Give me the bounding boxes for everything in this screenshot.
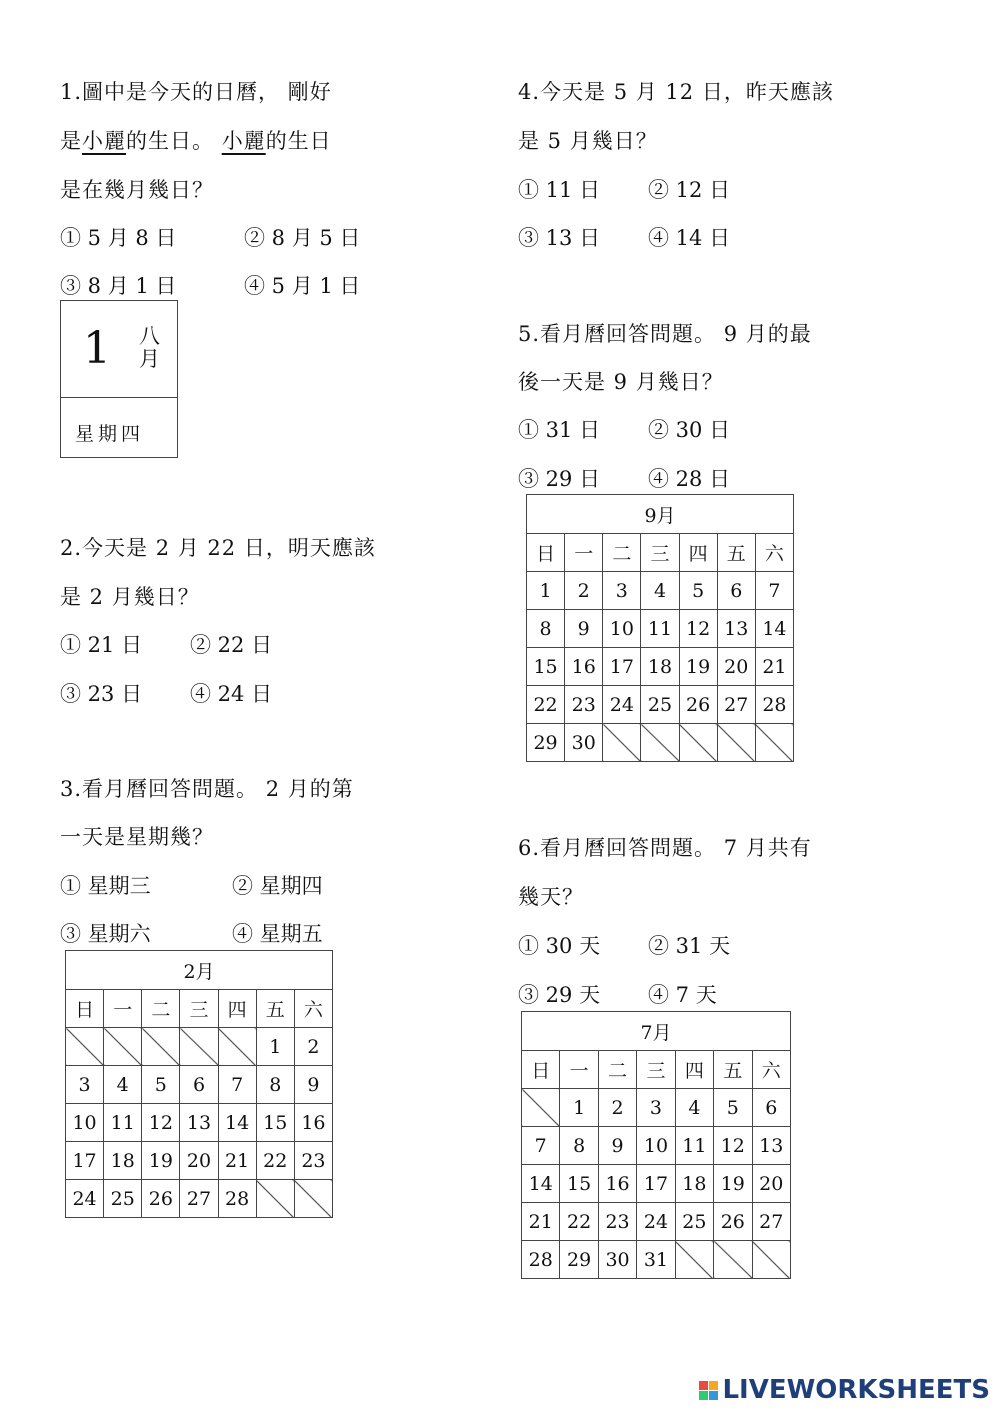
day-cell: 21 [522, 1203, 560, 1241]
q5-line1: 5.看月曆回答問題。 9 月的最 [518, 322, 812, 346]
weekday-header: 一 [565, 534, 603, 572]
empty-day-cell [717, 724, 755, 762]
q1-name-1: 小麗 [82, 129, 126, 153]
day-cell: 12 [714, 1127, 752, 1165]
day-cell: 2 [294, 1028, 332, 1066]
day-cell: 26 [679, 686, 717, 724]
q1-line1: 1.圖中是今天的日曆， 剛好 [60, 80, 332, 104]
day-cell: 7 [755, 572, 793, 610]
q2-option-3[interactable]: ③ 23 日 [60, 682, 143, 706]
q5-line2: 後一天是 9 月幾日？ [518, 370, 724, 394]
day-cell: 4 [104, 1066, 142, 1104]
day-cell: 25 [675, 1203, 713, 1241]
weekday-header: 日 [527, 534, 565, 572]
empty-day-cell [142, 1028, 180, 1066]
weekday-header: 二 [598, 1051, 636, 1089]
day-cell: 14 [755, 610, 793, 648]
q3-option-1[interactable]: ① 星期三 [60, 874, 151, 898]
day-cell: 24 [637, 1203, 675, 1241]
september-calendar [526, 494, 794, 762]
day-cell: 18 [675, 1165, 713, 1203]
liveworksheets-logo [699, 1375, 990, 1405]
q6-option-4[interactable]: ④ 7 天 [648, 983, 717, 1007]
weekday-header: 五 [714, 1051, 752, 1089]
weekday-header: 五 [717, 534, 755, 572]
day-cell: 29 [560, 1241, 598, 1279]
q2-option-1[interactable]: ① 21 日 [60, 633, 143, 657]
weekday-header: 三 [180, 990, 218, 1028]
day-cell: 15 [256, 1104, 294, 1142]
day-cell: 17 [637, 1165, 675, 1203]
day-cell: 8 [256, 1066, 294, 1104]
day-cell: 21 [218, 1142, 256, 1180]
q1-line2e: 的生日 [265, 129, 332, 153]
day-cell: 24 [603, 686, 641, 724]
february-calendar [65, 950, 333, 1218]
day-cell: 10 [66, 1104, 104, 1142]
day-cell: 13 [752, 1127, 790, 1165]
day-cell: 27 [180, 1180, 218, 1218]
day-cell: 22 [256, 1142, 294, 1180]
q1-line2 [60, 125, 332, 155]
day-cell: 8 [560, 1127, 598, 1165]
q6-option-3[interactable]: ③ 29 天 [518, 983, 601, 1007]
day-cell: 18 [641, 648, 679, 686]
day-cell: 30 [565, 724, 603, 762]
empty-day-cell [218, 1028, 256, 1066]
logo-icon [699, 1381, 718, 1400]
weekday-header: 五 [256, 990, 294, 1028]
day-cell: 17 [66, 1142, 104, 1180]
day-cell: 2 [565, 572, 603, 610]
day-cell: 10 [637, 1127, 675, 1165]
day-cell: 12 [142, 1104, 180, 1142]
day-cell: 19 [679, 648, 717, 686]
day-cell: 17 [603, 648, 641, 686]
q6-option-2[interactable]: ② 31 天 [648, 934, 731, 958]
day-cell: 27 [717, 686, 755, 724]
day-cell: 15 [560, 1165, 598, 1203]
day-cell: 13 [717, 610, 755, 648]
day-cell: 28 [218, 1180, 256, 1218]
day-cell: 1 [527, 572, 565, 610]
weekday-header: 四 [679, 534, 717, 572]
day-cell: 23 [598, 1203, 636, 1241]
day-cell: 24 [66, 1180, 104, 1218]
day-cell: 7 [522, 1127, 560, 1165]
q4-option-1[interactable]: ① 11 日 [518, 178, 601, 202]
daily-calendar-month: 八月 [139, 324, 160, 371]
day-cell: 5 [679, 572, 717, 610]
day-cell: 9 [565, 610, 603, 648]
weekday-header: 四 [675, 1051, 713, 1089]
q1-line3: 是在幾月幾日？ [60, 178, 214, 202]
day-cell: 9 [598, 1127, 636, 1165]
q5-option-3[interactable]: ③ 29 日 [518, 467, 601, 491]
day-cell: 9 [294, 1066, 332, 1104]
empty-day-cell [104, 1028, 142, 1066]
q1-option-2[interactable]: ② 8 月 5 日 [244, 226, 361, 250]
q1-option-3[interactable]: ③ 8 月 1 日 [60, 274, 177, 298]
empty-day-cell [522, 1089, 560, 1127]
empty-day-cell [294, 1180, 332, 1218]
day-cell: 3 [637, 1089, 675, 1127]
weekday-header: 三 [641, 534, 679, 572]
day-cell: 12 [679, 610, 717, 648]
day-cell: 22 [527, 686, 565, 724]
empty-day-cell [603, 724, 641, 762]
weekday-header: 三 [637, 1051, 675, 1089]
jul-calendar-title: 7月 [522, 1012, 791, 1051]
weekday-header: 六 [752, 1051, 790, 1089]
empty-day-cell [641, 724, 679, 762]
day-cell: 4 [675, 1089, 713, 1127]
day-cell: 5 [142, 1066, 180, 1104]
q3-line2: 一天是星期幾？ [60, 825, 214, 849]
weekday-header: 四 [218, 990, 256, 1028]
q3-option-3[interactable]: ③ 星期六 [60, 922, 151, 946]
q2-option-2[interactable]: ② 22 日 [190, 633, 273, 657]
weekday-header: 一 [104, 990, 142, 1028]
q5-option-1[interactable]: ① 31 日 [518, 418, 601, 442]
day-cell: 31 [637, 1241, 675, 1279]
weekday-header: 六 [755, 534, 793, 572]
day-cell: 28 [522, 1241, 560, 1279]
q4-option-2[interactable]: ② 12 日 [648, 178, 731, 202]
empty-day-cell [752, 1241, 790, 1279]
q2-option-4[interactable]: ④ 24 日 [190, 682, 273, 706]
q1-option-4[interactable]: ④ 5 月 1 日 [244, 274, 361, 298]
weekday-header: 日 [66, 990, 104, 1028]
day-cell: 30 [598, 1241, 636, 1279]
weekday-header: 二 [142, 990, 180, 1028]
day-cell: 28 [755, 686, 793, 724]
day-cell: 13 [180, 1104, 218, 1142]
day-cell: 7 [218, 1066, 256, 1104]
day-cell: 3 [66, 1066, 104, 1104]
empty-day-cell [66, 1028, 104, 1066]
q3-line1: 3.看月曆回答問題。 2 月的第 [60, 777, 354, 801]
q2-line2: 是 2 月幾日？ [60, 585, 200, 609]
day-cell: 2 [598, 1089, 636, 1127]
day-cell: 19 [142, 1142, 180, 1180]
q4-line1: 4.今天是 5 月 12 日，昨天應該 [518, 80, 834, 104]
q4-option-3[interactable]: ③ 13 日 [518, 226, 601, 250]
q6-option-1[interactable]: ① 30 天 [518, 934, 601, 958]
day-cell: 25 [104, 1180, 142, 1218]
q1-name-2: 小麗 [221, 129, 266, 153]
weekday-header: 一 [560, 1051, 598, 1089]
empty-day-cell [180, 1028, 218, 1066]
day-cell: 14 [522, 1165, 560, 1203]
day-cell: 4 [641, 572, 679, 610]
day-cell: 26 [714, 1203, 752, 1241]
sep-calendar-title: 9月 [527, 495, 794, 534]
day-cell: 20 [180, 1142, 218, 1180]
weekday-header: 六 [294, 990, 332, 1028]
q2-line1: 2.今天是 2 月 22 日，明天應該 [60, 536, 376, 560]
day-cell: 15 [527, 648, 565, 686]
q4-option-4[interactable]: ④ 14 日 [648, 226, 731, 250]
logo-text: LIVEWORKSHEETS [722, 1375, 990, 1405]
day-cell: 3 [603, 572, 641, 610]
day-cell: 19 [714, 1165, 752, 1203]
day-cell: 10 [603, 610, 641, 648]
july-calendar [521, 1011, 791, 1279]
empty-day-cell [675, 1241, 713, 1279]
q1-option-1[interactable]: ① 5 月 8 日 [60, 226, 177, 250]
day-cell: 11 [675, 1127, 713, 1165]
day-cell: 21 [755, 648, 793, 686]
q5-option-2[interactable]: ② 30 日 [648, 418, 731, 442]
q6-line2: 幾天？ [518, 885, 584, 909]
day-cell: 26 [142, 1180, 180, 1218]
q3-option-2[interactable]: ② 星期四 [232, 874, 323, 898]
day-cell: 23 [294, 1142, 332, 1180]
empty-day-cell [714, 1241, 752, 1279]
q1-line2c: 的生日。 [126, 129, 214, 153]
daily-calendar-top [61, 301, 177, 398]
q4-line2: 是 5 月幾日？ [518, 129, 658, 153]
q1-line2a: 是 [60, 129, 82, 153]
day-cell: 6 [717, 572, 755, 610]
q6-line1: 6.看月曆回答問題。 7 月共有 [518, 836, 812, 860]
day-cell: 5 [714, 1089, 752, 1127]
day-cell: 1 [560, 1089, 598, 1127]
weekday-header: 日 [522, 1051, 560, 1089]
q3-option-4[interactable]: ④ 星期五 [232, 922, 323, 946]
day-cell: 6 [752, 1089, 790, 1127]
empty-day-cell [256, 1180, 294, 1218]
day-cell: 25 [641, 686, 679, 724]
empty-day-cell [679, 724, 717, 762]
day-cell: 18 [104, 1142, 142, 1180]
day-cell: 11 [104, 1104, 142, 1142]
day-cell: 11 [641, 610, 679, 648]
day-cell: 14 [218, 1104, 256, 1142]
daily-calendar-card [60, 300, 178, 458]
day-cell: 8 [527, 610, 565, 648]
q5-option-4[interactable]: ④ 28 日 [648, 467, 731, 491]
weekday-header: 二 [603, 534, 641, 572]
day-cell: 16 [598, 1165, 636, 1203]
feb-calendar-title: 2月 [66, 951, 333, 990]
day-cell: 22 [560, 1203, 598, 1241]
daily-calendar-day: 1 [83, 323, 111, 374]
day-cell: 1 [256, 1028, 294, 1066]
day-cell: 20 [717, 648, 755, 686]
day-cell: 16 [294, 1104, 332, 1142]
day-cell: 20 [752, 1165, 790, 1203]
day-cell: 23 [565, 686, 603, 724]
daily-calendar-weekday: 星期四 [75, 423, 145, 445]
empty-day-cell [755, 724, 793, 762]
day-cell: 6 [180, 1066, 218, 1104]
day-cell: 29 [527, 724, 565, 762]
day-cell: 27 [752, 1203, 790, 1241]
day-cell: 16 [565, 648, 603, 686]
